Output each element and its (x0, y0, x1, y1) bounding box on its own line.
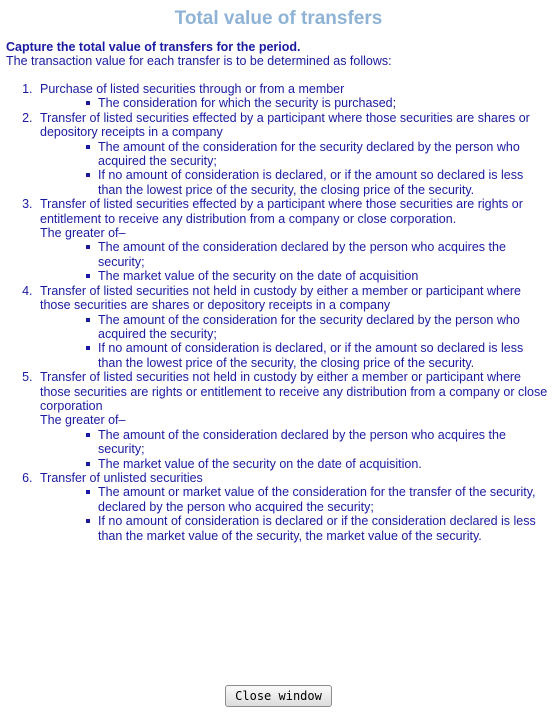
rule-bullets (40, 140, 551, 198)
rule-bullets (40, 428, 551, 471)
rule-bullet: The amount of the consideration declared by the person who acquires the security; (98, 428, 551, 457)
rule-bullets (40, 96, 551, 110)
rule-item (36, 370, 551, 471)
rule-text: 3. Transfer of listed securities effected by a participant where those securities are rights or entitlement to receive any distribution from a company or close corporation. (40, 197, 523, 226)
rule-bullets (40, 485, 551, 543)
rule-bullets (40, 313, 551, 371)
greater-of-label: The greater of– (40, 413, 126, 428)
rule-item (36, 111, 551, 197)
rule-bullet: The amount of the consideration for the security declared by the person who acquired the security; (98, 313, 551, 342)
rule-text: 2. Transfer of listed securities effected by a participant where those securities are shares or depository receipts in a company (40, 110, 530, 140)
rule-bullet: The amount of the consideration declared by the person who acquires the security; (98, 240, 551, 269)
rule-bullet: If no amount of consideration is declared, or if the amount so declared is less than the lowest price of the security, the closing price of the security. (98, 168, 551, 197)
rules-list (6, 82, 551, 543)
rule-text: 6. Transfer of unlisted securities (40, 470, 203, 485)
rule-item (36, 197, 551, 283)
rule-text: 5. Transfer of listed securities not held in custody by either a member or participant where those securities are rights or entitlement to receive any distribution from a company or close corporation (40, 370, 548, 413)
rule-item (36, 82, 551, 111)
rule-bullet: The market value of the security on the date of acquisition (98, 269, 551, 283)
rule-bullets (40, 240, 551, 283)
rule-item (36, 471, 551, 543)
greater-of-label: The greater of– (40, 226, 126, 241)
rule-bullet: The consideration for which the security is purchased; (98, 96, 551, 110)
rule-text: 4. Transfer of listed securities not held in custody by either a member or participant where those securities are shares or depository receipts in a company (40, 283, 522, 313)
intro-heading: Capture the total value of transfers for the period. (6, 40, 301, 54)
page-title: Total value of transfers (174, 8, 383, 29)
rule-bullet: If no amount of consideration is declared or if the consideration declared is less than the market value of the security, the market value of the security. (98, 514, 551, 543)
rule-bullet: If no amount of consideration is declared, or if the amount so declared is less than the lowest price of the security, the closing price of the security. (98, 341, 551, 370)
rule-bullet: The amount of the consideration for the security declared by the person who acquired the security; (98, 140, 551, 169)
rule-text: 1. Purchase of listed securities through or from a member (40, 82, 345, 96)
close-window-button[interactable]: Close window (225, 685, 332, 707)
button-bar (0, 685, 557, 707)
rule-item (36, 284, 551, 370)
rule-bullet: The market value of the security on the date of acquisition. (98, 457, 551, 471)
intro-text: The transaction value for each transfer is to be determined as follows: (6, 54, 392, 68)
rule-bullet: The amount or market value of the consideration for the transfer of the security, declared by the person who acquired the security; (98, 485, 551, 514)
